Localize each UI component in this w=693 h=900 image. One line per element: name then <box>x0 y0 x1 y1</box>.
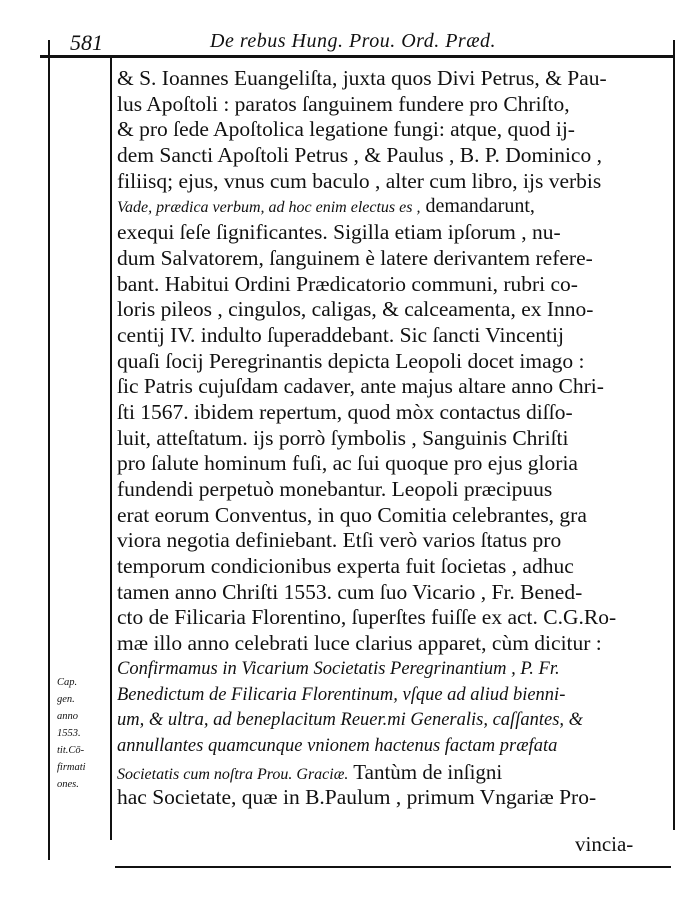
italic-line: annullantes quamcunque vnionem hactenus factam præfata <box>117 735 558 756</box>
text-line: quaſi ſocij Peregrinantis depicta Leopoli docet imago : <box>117 348 585 373</box>
margin-note-line: tit.Cō- <box>57 745 85 756</box>
text-line <box>117 194 673 220</box>
header-rule <box>40 55 673 58</box>
text-line: temporum condicionibus experta fuit ſocietas , adhuc <box>117 554 574 579</box>
margin-note-line: Cap. <box>57 677 78 688</box>
running-head: De rebus Hung. Prou. Ord. Præd. <box>210 30 497 52</box>
italic-line: Confirmamus in Vicarium Societatis Peregrinantium , P. Fr. <box>117 658 560 679</box>
text-line: bant. Habitui Ordini Prædicatorio communi, rubri co- <box>117 271 578 296</box>
margin-note-line: anno <box>57 711 78 722</box>
text-line: & pro ſede Apoſtolica legatione fungi: atque, quod ij- <box>117 117 575 142</box>
text-segment: demandarunt, <box>420 195 535 218</box>
text-line <box>117 760 673 786</box>
margin-note-line: 1553. <box>57 728 81 739</box>
text-line: ſti 1567. ibidem repertum, quod mòx contactus diſſo- <box>117 399 573 424</box>
text-line: erat eorum Conventus, in quo Comitia celebrantes, gra <box>117 502 587 527</box>
column-rule <box>110 58 112 840</box>
right-margin-rule <box>673 40 675 830</box>
left-margin-rule <box>48 40 50 860</box>
margin-note-line: gen. <box>57 694 75 705</box>
text-line: ſic Patris cujuſdam cadaver, ante majus altare anno Chri- <box>117 374 604 399</box>
margin-note-line: ones. <box>57 779 79 790</box>
text-line: cto de Filicaria Florentino, ſuperſtes fuiſſe ex act. C.G.Ro- <box>117 605 617 630</box>
margin-note <box>57 674 107 793</box>
text-line: lus Apoſtoli : paratos ſanguinem fundere pro Chriſto, <box>117 91 570 116</box>
text-line: filiisq; ejus, vnus cum baculo , alter cum libro, ijs verbis <box>117 168 602 193</box>
footer-rule <box>115 866 671 868</box>
page-number: 581 <box>70 30 103 55</box>
text-line: fundendi perpetuò monebantur. Leopoli præcipuus <box>117 477 553 501</box>
italic-quotation: Vade, prædica verbum, ad hoc enim electus es , <box>117 199 421 217</box>
text-line: luit, atteſtatum. ijs porrò ſymbolis , Sanguinis Chriſti <box>117 425 569 450</box>
catchword: vincia- <box>575 832 634 856</box>
text-line: & S. Ioannes Euangeliſta, juxta quos Divi Petrus, & Pau- <box>117 66 607 90</box>
text-line: centij IV. indulto ſuperaddebant. Sic ſancti Vincentij <box>117 322 564 347</box>
italic-quotation: Societatis cum noſtra Prou. Graciæ. <box>117 765 349 783</box>
text-line: dem Sancti Apoſtoli Petrus , & Paulus , B. P. Dominico , <box>117 143 602 168</box>
text-line: loris pileos , cingulos, caligas, & calceamenta, ex Inno- <box>117 297 594 322</box>
margin-note-line: firmati <box>57 762 86 773</box>
text-line: viora negotia definiebant. Etſi verò varios ſtatus pro <box>117 528 562 553</box>
text-segment: Tantùm de inſigni <box>348 759 503 784</box>
text-line: mæ illo anno celebrati luce clarius apparet, cùm dicitur : <box>117 631 602 656</box>
text-line: exequi ſeſe ſignificantes. Sigilla etiam ipſorum , nu- <box>117 220 561 245</box>
text-line: hac Societate, quæ in B.Paulum , primum Vngariæ Pro- <box>117 785 597 810</box>
italic-line: Benedictum de Filicaria Florentinum, vſque ad aliud bienni- <box>117 684 566 705</box>
text-line: tamen anno Chriſti 1553. cum ſuo Vicario , Fr. Bened- <box>117 579 583 604</box>
text-line: dum Salvatorem, ſanguinem è latere derivantem refere- <box>117 245 593 270</box>
body-text <box>117 66 673 811</box>
text-line: pro ſalute hominum fuſi, ac ſui quoque pro ejus gloria <box>117 451 578 476</box>
italic-line: um, & ultra, ad beneplacitum Reuer.mi Generalis, caſſantes, & <box>117 710 584 731</box>
